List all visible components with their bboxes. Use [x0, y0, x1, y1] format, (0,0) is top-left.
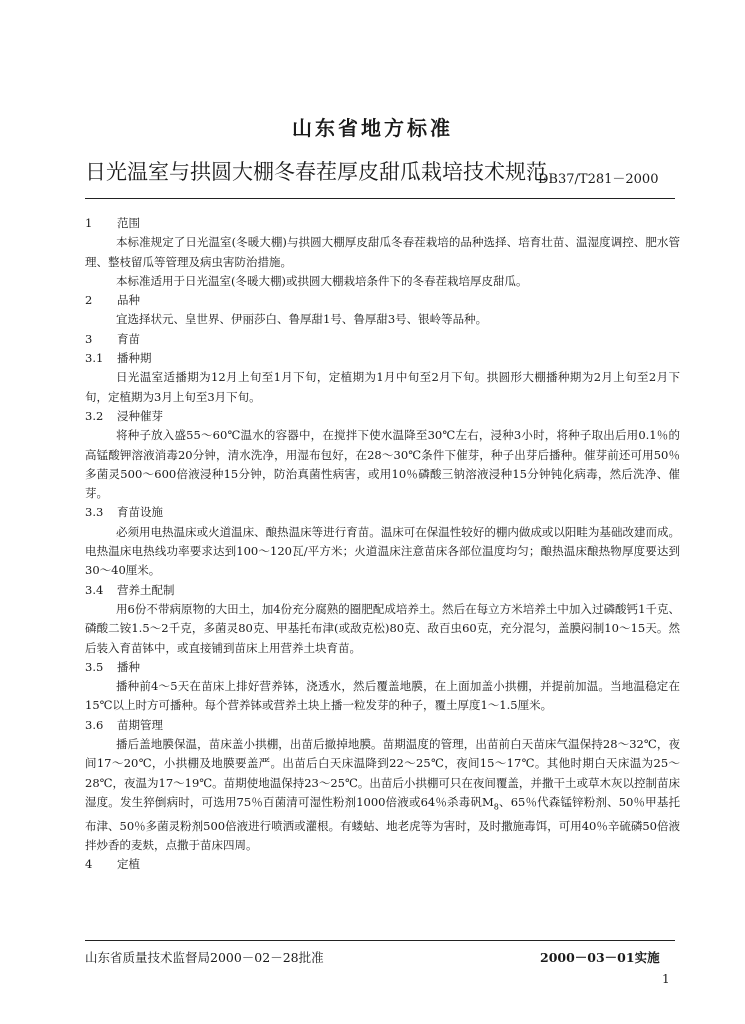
section-3-4: [85, 581, 680, 658]
section-heading: [85, 855, 680, 874]
paragraph: 将种子放入盛55～60℃温水的容器中，在搅拌下使水温降至30℃左右，浸种3小时，将种子取出后用0.1％的高锰酸钾溶液消毒20分钟，清水洗净，用湿布包好，在28～30℃条件下催芽，种子出芽后播种。催芽前还可用50％多菌灵500～600倍液浸种15分钟，防治真菌性病害，或用10％磷酸三钠溶液浸种15分钟钝化病毒，然后洗净、催芽。: [85, 428, 680, 501]
section-heading: [85, 581, 680, 600]
section-title: 范围: [117, 216, 140, 230]
section-3: [85, 330, 680, 349]
section-heading: [85, 214, 680, 233]
paragraph: 必须用电热温床或火道温床、酿热温床等进行育苗。温床可在保温性较好的棚内做成或以阳畦为基础改建而成。电热温床电热线功率要求达到100～120瓦/平方米；火道温床注意苗床各部位温度均匀；酿热温床酿热物厚度要达到30～40厘米。: [85, 524, 680, 578]
section-3-6: [85, 716, 680, 855]
section-title: 定植: [117, 857, 140, 872]
header-divider: [85, 198, 675, 199]
section-4: [85, 855, 680, 874]
section-2: [85, 291, 680, 330]
section-heading: [85, 330, 680, 349]
section-title: 营养土配制: [117, 582, 175, 597]
section-number: 3.2: [85, 408, 104, 423]
paragraph: 宜选择状元、皇世界、伊丽莎白、鲁厚甜1号、鲁厚甜3号、银岭等品种。: [116, 312, 488, 327]
issuing-authority: 山东省地方标准: [292, 116, 453, 140]
paragraph-part: 、65％代森锰锌粉剂、50％甲基托布津、50％多菌灵粉剂500倍液进行喷洒或灌根。有蝼蛄、地老虎等为害时，及时撒施毒饵，可用40％辛硫磷50倍液拌炒香的麦麸，点撒于苗床四周。: [85, 794, 680, 852]
section-title: 育苗: [117, 331, 140, 346]
paragraph: 本标准规定了日光温室(冬暖大棚)与拱圆大棚厚皮甜瓜冬春茬栽培的品种选择、培育壮苗、温湿度调控、肥水管理、整枝留瓜等管理及病虫害防治措施。: [85, 235, 680, 269]
paragraph: 用6份不带病原物的大田土，加4份充分腐熟的圈肥配成培养土。然后在每立方米培养土中加入过磷酸钙1千克、磷酸二铵1.5～2千克，多菌灵80克、甲基托布津(或敌克松)80克、敌百虫60克，充分混匀，盖膜闷制10～15天。然后装入育苗钵中，或直接铺到苗床上用营养土块育苗。: [85, 601, 680, 655]
approval-line: 山东省质量技术监督局2000－02－28批准: [85, 950, 324, 965]
section-3-1: [85, 349, 680, 407]
standard-title: 日光温室与拱圆大棚冬春茬厚皮甜瓜栽培技术规范: [85, 160, 547, 184]
paragraph-part: 播后盖地膜保温，苗床盖小拱棚，出苗后撤掉地膜。苗期温度的管理，出苗前白天苗床气温保持28～32℃，夜间17～20℃，小拱棚及地膜要盖严。出苗后白天床温降到22～25℃，夜间15～17℃。其他时期白天床温为25～28℃，夜温为17～19℃。苗期使地温保持23～25℃。出苗后小拱棚可只在夜间覆盖，并撒干土或草木灰以控制苗床湿度。发生猝倒病时，可选用75％百菌清可湿性粉剂1000倍液或64％杀毒矾M: [85, 737, 680, 809]
section-heading: [85, 658, 680, 677]
section-number: 3.5: [85, 659, 104, 674]
footer-divider: [85, 940, 675, 941]
paragraph: 日光温室适播期为12月上旬至1月下旬，定植期为1月中旬至2月下旬。拱圆形大棚播种期为2月上旬至2月下旬，定植期为3月上旬至3月下旬。: [85, 370, 680, 404]
effective-date: 2000－03－01实施: [540, 950, 660, 965]
paragraph: 本标准适用于日光温室(冬暖大棚)或拱圆大棚栽培条件下的冬春茬栽培厚皮甜瓜。: [116, 273, 528, 288]
subscript: 8: [493, 802, 499, 812]
section-title: 浸种催芽: [117, 408, 163, 423]
section-number: 4: [85, 857, 93, 872]
section-heading: [85, 349, 680, 368]
section-title: 育苗设施: [117, 505, 163, 520]
document-body: [85, 214, 680, 874]
section-number: 3.4: [85, 582, 104, 597]
section-3-2: [85, 407, 680, 503]
section-heading: [85, 291, 680, 310]
section-heading: [85, 503, 680, 522]
section-3-5: [85, 658, 680, 716]
standard-number: DB37/T281－2000: [538, 172, 659, 187]
page-number: 1: [662, 972, 670, 986]
section-title: 苗期管理: [117, 717, 163, 732]
section-number: 3: [85, 331, 93, 346]
section-3-3: [85, 503, 680, 580]
section-number: 3.3: [85, 505, 104, 520]
section-number: 1: [85, 216, 93, 230]
section-heading: [85, 716, 680, 735]
section-number: 3.6: [85, 717, 104, 732]
paragraph: 播种前4～5天在苗床上排好营养钵，浇透水，然后覆盖地膜，在上面加盖小拱棚，并提前加温。当地温稳定在15℃以上时方可播种。每个营养钵或营养土块上播一粒发芽的种子，覆土厚度1～1.5厘米。: [85, 679, 680, 713]
section-title: 播种: [117, 659, 140, 674]
paragraph: [85, 735, 680, 855]
section-title: 播种期: [117, 351, 152, 366]
section-1: [85, 214, 680, 291]
section-title: 品种: [117, 293, 140, 308]
section-heading: [85, 407, 680, 426]
section-number: 3.1: [85, 351, 104, 366]
section-number: 2: [85, 293, 93, 308]
